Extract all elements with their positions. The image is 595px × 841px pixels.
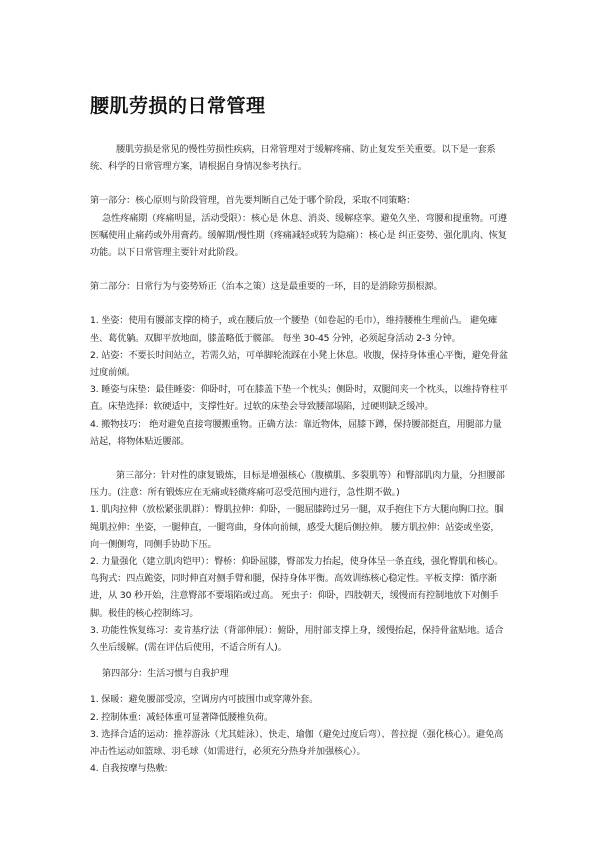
intro-paragraph: 腰肌劳损是常见的慢性劳损性疾病，日常管理对于缓解疼痛、防止复发至关重要。以下是一套系统、科学的日常管理方案，请根据自身情况参考执行。 bbox=[90, 144, 496, 173]
document-title: 腰肌劳损的日常管理 bbox=[90, 95, 266, 117]
part4-item-weight: 2. 控制体重：减轻体重可显著降低腰椎负荷。 bbox=[90, 711, 273, 723]
document-body bbox=[90, 141, 508, 778]
part3-item-stretching: 1. 肌肉拉伸（放松紧张肌群）：臀肌拉伸：仰卧，一腿屈膝跨过另一腿，双手抱住下方大腿向胸口拉。腘绳肌拉伸：坐姿，一腿伸直，一腿弯曲，身体向前倾，感受大腿后侧拉伸。 腰方肌拉伸：站姿或坐姿，向一侧侧弯，同侧手协助下压。 bbox=[90, 504, 504, 550]
part4-item-massage: 4. 自我按摩与热敷: bbox=[90, 763, 168, 775]
part4-item-exercise: 3. 选择合适的运动：推荐游泳（尤其蛙泳）、快走、瑜伽（避免过度后弯）、普拉提（强化核心）。避免高冲击性运动如篮球、羽毛球（如需进行，必须充分热身并加强核心）。 bbox=[90, 728, 504, 758]
part2-item-standing: 2. 站姿：不要长时间站立，若需久站，可单脚轮流踩在小凳上休息。收腹，保持身体重心平衡，避免骨盆过度前倾。 bbox=[90, 349, 508, 379]
part2-item-sitting: 1. 坐姿：使用有腰部支撑的椅子，或在腰后放一个腰垫（如卷起的毛巾），维持腰椎生理前凸。 避免瘫坐、葛优躺。双脚平放地面，膝盖略低于髋部。 每坐 30-45 分钟，必须起身活动 2-3 分钟。 bbox=[90, 315, 498, 344]
part3-item-strength: 2. 力量强化（建立肌肉铠甲）：臀桥：仰卧屈膝，臀部发力抬起，使身体呈一条直线，强化臀肌和核心。鸟狗式：四点跪姿，同时伸直对侧手臂和腿，保持身体平衡。高效训练核心稳定性。平板支撑：循序渐进，从 30 秒开始，注意臀部不要塌陷或过高。 死虫子：仰卧，四肢朝天，缓慢而有控制地放下对侧手脚。极佳的核心控制练习。 bbox=[90, 556, 504, 619]
part3-item-functional: 3. 功能性恢复练习：麦肯基疗法（背部伸展）：俯卧，用肘部支撑上身，缓慢抬起，保持骨盆贴地。适合久坐后缓解。(需在评估后使用，不适合所有人)。 bbox=[90, 624, 504, 654]
part4-heading: 第四部分：生活习惯与自我护理 bbox=[102, 668, 229, 680]
part2-item-sleeping: 3. 睡姿与床垫：最佳睡姿：仰卧时，可在膝盖下垫一个枕头；侧卧时，双腿间夹一个枕头，以维持脊柱平直。床垫选择：软硬适中，支撑性好。过软的床垫会导致腰部塌陷，过硬则缺乏缓冲。 bbox=[90, 384, 508, 413]
part1-heading: 第一部分：核心原则与阶段管理，首先要判断自己处于哪个阶段，采取不同策略： bbox=[90, 195, 416, 207]
part2-heading: 第二部分：日常行为与姿势矫正（治本之策）这是最重要的一环，目的是消除劳损根源。 bbox=[90, 281, 443, 293]
part4-item-warmth: 1. 保暖：避免腰部受凉，空调房内可披围巾或穿薄外套。 bbox=[90, 694, 319, 706]
part3-heading: 第三部分：针对性的康复锻炼，目标是增强核心（腹横肌、多裂肌等）和臀部肌肉力量，分担腰部压力。(注意：所有锻炼应在无痛或轻微疼痛可忍受范围内进行，急性期不做。) bbox=[90, 470, 505, 499]
part2-item-lifting: 4. 搬物技巧： 绝对避免直接弯腰搬重物。正确方法：靠近物体，屈膝下蹲，保持腰部挺直，用腿部力量站起，将物体贴近腰部。 bbox=[90, 418, 502, 447]
part1-body: 急性疼痛期（疼痛明显，活动受限）：核心是 休息、消炎、缓解痉挛。避免久坐、弯腰和提重物。可遵医嘱使用止痛药或外用膏药。缓解期/慢性期（疼痛减轻或转为隐痛）：核心是 纠正姿势、强化肌肉、恢复功能。以下日常管理主要针对此阶段。 bbox=[90, 212, 507, 259]
